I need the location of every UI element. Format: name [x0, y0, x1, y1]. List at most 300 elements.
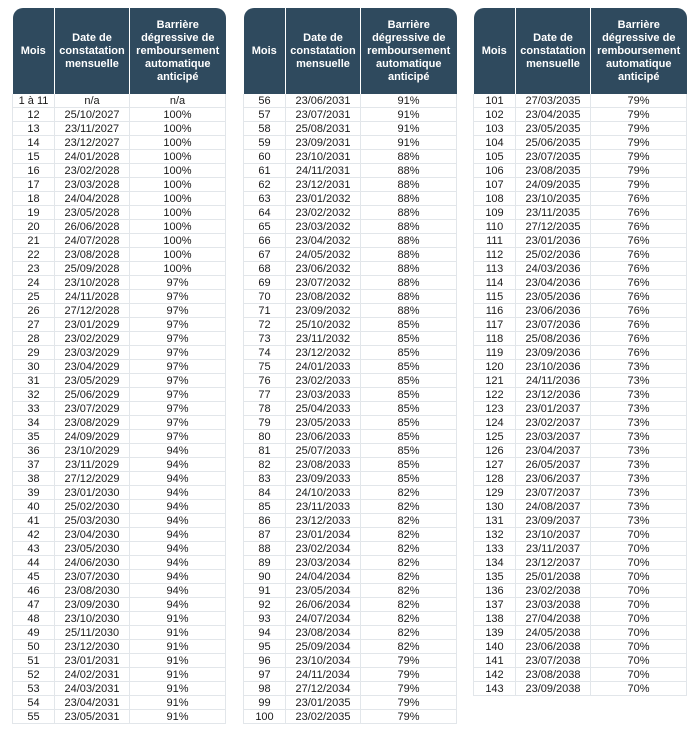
- cell-mois: 120: [474, 360, 516, 374]
- cell-mois: 138: [474, 612, 516, 626]
- cell-date: 23/03/2038: [516, 598, 591, 612]
- cell-date: 24/04/2034: [286, 570, 361, 584]
- cell-mois: 22: [13, 248, 55, 262]
- cell-date: 23/08/2033: [286, 458, 361, 472]
- cell-barriere: 100%: [130, 108, 226, 122]
- table-row: [13, 444, 226, 458]
- cell-date: 23/03/2028: [55, 178, 130, 192]
- cell-mois: 128: [474, 472, 516, 486]
- cell-barriere: 70%: [591, 612, 687, 626]
- table-row: [244, 542, 457, 556]
- cell-date: 24/11/2034: [286, 668, 361, 682]
- table-row: [244, 570, 457, 584]
- cell-date: 23/07/2036: [516, 318, 591, 332]
- table-row: [474, 598, 687, 612]
- table-row: [13, 696, 226, 710]
- cell-barriere: 85%: [361, 416, 457, 430]
- table-row: [244, 458, 457, 472]
- table-row: [474, 416, 687, 430]
- cell-mois: 20: [13, 220, 55, 234]
- table-row: [244, 206, 457, 220]
- cell-barriere: 91%: [130, 710, 226, 724]
- cell-barriere: 94%: [130, 556, 226, 570]
- cell-mois: 96: [244, 654, 286, 668]
- cell-date: 23/03/2033: [286, 388, 361, 402]
- table-row: [244, 612, 457, 626]
- cell-mois: 93: [244, 612, 286, 626]
- cell-date: 24/11/2036: [516, 374, 591, 388]
- cell-barriere: 100%: [130, 192, 226, 206]
- cell-date: 23/12/2027: [55, 136, 130, 150]
- cell-barriere: 88%: [361, 150, 457, 164]
- cell-barriere: 88%: [361, 178, 457, 192]
- cell-date: 23/07/2031: [286, 108, 361, 122]
- cell-barriere: 79%: [361, 696, 457, 710]
- cell-date: 23/01/2034: [286, 528, 361, 542]
- table-row: [13, 640, 226, 654]
- cell-mois: 106: [474, 164, 516, 178]
- cell-barriere: 100%: [130, 164, 226, 178]
- cell-mois: 85: [244, 500, 286, 514]
- cell-barriere: 79%: [591, 108, 687, 122]
- cell-barriere: 79%: [591, 178, 687, 192]
- cell-date: 25/06/2029: [55, 388, 130, 402]
- cell-barriere: 88%: [361, 248, 457, 262]
- cell-barriere: 97%: [130, 276, 226, 290]
- cell-mois: 134: [474, 556, 516, 570]
- table-row: [244, 150, 457, 164]
- cell-mois: 73: [244, 332, 286, 346]
- table-row: [244, 276, 457, 290]
- cell-date: 23/06/2032: [286, 262, 361, 276]
- cell-mois: 17: [13, 178, 55, 192]
- table-row: [13, 528, 226, 542]
- cell-barriere: 70%: [591, 668, 687, 682]
- cell-barriere: 97%: [130, 416, 226, 430]
- cell-date: 23/05/2030: [55, 542, 130, 556]
- table-row: [244, 528, 457, 542]
- cell-mois: 84: [244, 486, 286, 500]
- table-row: [474, 640, 687, 654]
- table-row: [474, 332, 687, 346]
- table-row: [13, 458, 226, 472]
- cell-barriere: 91%: [130, 626, 226, 640]
- table-row: [474, 206, 687, 220]
- header-mois: Mois: [244, 8, 286, 94]
- cell-mois: 100: [244, 710, 286, 724]
- cell-mois: 133: [474, 542, 516, 556]
- cell-barriere: 94%: [130, 444, 226, 458]
- cell-mois: 55: [13, 710, 55, 724]
- cell-barriere: 100%: [130, 206, 226, 220]
- cell-barriere: 82%: [361, 514, 457, 528]
- header-date: Date de constatation mensuelle: [516, 8, 591, 94]
- table-row: [244, 500, 457, 514]
- cell-date: 24/11/2028: [55, 290, 130, 304]
- table-row: [244, 430, 457, 444]
- cell-date: 27/12/2029: [55, 472, 130, 486]
- table-row: [13, 178, 226, 192]
- cell-barriere: 76%: [591, 248, 687, 262]
- cell-date: 23/04/2029: [55, 360, 130, 374]
- table-row: [474, 682, 687, 696]
- cell-mois: 119: [474, 346, 516, 360]
- cell-barriere: 85%: [361, 458, 457, 472]
- table-row: [13, 388, 226, 402]
- cell-date: 24/07/2034: [286, 612, 361, 626]
- cell-barriere: n/a: [130, 94, 226, 108]
- cell-mois: 99: [244, 696, 286, 710]
- cell-mois: 142: [474, 668, 516, 682]
- cell-barriere: 91%: [130, 612, 226, 626]
- cell-date: 23/03/2032: [286, 220, 361, 234]
- cell-date: 23/02/2034: [286, 542, 361, 556]
- table-row: [244, 556, 457, 570]
- cell-mois: 124: [474, 416, 516, 430]
- cell-date: 23/03/2034: [286, 556, 361, 570]
- cell-barriere: 73%: [591, 360, 687, 374]
- cell-date: 23/11/2035: [516, 206, 591, 220]
- cell-mois: 14: [13, 136, 55, 150]
- cell-date: 23/08/2032: [286, 290, 361, 304]
- table-row: [244, 710, 457, 724]
- cell-barriere: 82%: [361, 626, 457, 640]
- table-row: [474, 528, 687, 542]
- cell-barriere: 97%: [130, 374, 226, 388]
- table-row: [474, 500, 687, 514]
- cell-date: 23/02/2028: [55, 164, 130, 178]
- cell-mois: 79: [244, 416, 286, 430]
- table-row: [13, 682, 226, 696]
- cell-date: 23/08/2030: [55, 584, 130, 598]
- cell-barriere: 76%: [591, 234, 687, 248]
- cell-date: 27/04/2038: [516, 612, 591, 626]
- cell-mois: 43: [13, 542, 55, 556]
- cell-date: 25/10/2032: [286, 318, 361, 332]
- cell-barriere: 82%: [361, 500, 457, 514]
- cell-mois: 18: [13, 192, 55, 206]
- table-row: [244, 304, 457, 318]
- table-row: [13, 598, 226, 612]
- cell-date: 24/01/2028: [55, 150, 130, 164]
- cell-date: 27/12/2034: [286, 682, 361, 696]
- cell-mois: 21: [13, 234, 55, 248]
- cell-date: 23/09/2030: [55, 598, 130, 612]
- cell-date: 23/08/2034: [286, 626, 361, 640]
- cell-date: 25/03/2030: [55, 514, 130, 528]
- cell-date: 25/02/2030: [55, 500, 130, 514]
- cell-date: 23/05/2028: [55, 206, 130, 220]
- cell-mois: 51: [13, 654, 55, 668]
- cell-barriere: 79%: [591, 122, 687, 136]
- cell-mois: 97: [244, 668, 286, 682]
- cell-barriere: 88%: [361, 192, 457, 206]
- table-row: [474, 262, 687, 276]
- table-row: [13, 164, 226, 178]
- table-row: [474, 402, 687, 416]
- cell-barriere: 70%: [591, 542, 687, 556]
- cell-mois: 91: [244, 584, 286, 598]
- cell-barriere: 100%: [130, 234, 226, 248]
- table-row: [244, 108, 457, 122]
- cell-date: 23/01/2035: [286, 696, 361, 710]
- cell-date: 23/10/2036: [516, 360, 591, 374]
- cell-barriere: 100%: [130, 220, 226, 234]
- cell-date: 24/07/2028: [55, 234, 130, 248]
- cell-mois: 90: [244, 570, 286, 584]
- cell-date: 23/01/2030: [55, 486, 130, 500]
- table-row: [244, 248, 457, 262]
- cell-date: 23/03/2029: [55, 346, 130, 360]
- table-row: [13, 486, 226, 500]
- table-row: [13, 304, 226, 318]
- table-row: [13, 514, 226, 528]
- cell-barriere: 73%: [591, 416, 687, 430]
- cell-barriere: 70%: [591, 570, 687, 584]
- cell-barriere: 73%: [591, 388, 687, 402]
- table-row: [13, 570, 226, 584]
- cell-date: 23/11/2029: [55, 458, 130, 472]
- cell-mois: 33: [13, 402, 55, 416]
- cell-mois: 52: [13, 668, 55, 682]
- cell-barriere: 88%: [361, 234, 457, 248]
- cell-date: 25/07/2033: [286, 444, 361, 458]
- header-barriere: Barrière dégressive de remboursement automatique anticipé: [130, 8, 226, 94]
- cell-barriere: 97%: [130, 360, 226, 374]
- cell-barriere: 88%: [361, 290, 457, 304]
- cell-barriere: 82%: [361, 556, 457, 570]
- table-row: [13, 556, 226, 570]
- cell-date: 23/11/2027: [55, 122, 130, 136]
- cell-date: 23/10/2031: [286, 150, 361, 164]
- cell-mois: 135: [474, 570, 516, 584]
- cell-barriere: 91%: [130, 682, 226, 696]
- cell-mois: 82: [244, 458, 286, 472]
- cell-barriere: 70%: [591, 556, 687, 570]
- cell-barriere: 79%: [591, 94, 687, 108]
- cell-date: 23/05/2034: [286, 584, 361, 598]
- cell-date: 23/11/2032: [286, 332, 361, 346]
- cell-barriere: 73%: [591, 500, 687, 514]
- table-row: [244, 346, 457, 360]
- cell-date: 23/06/2037: [516, 472, 591, 486]
- cell-barriere: 82%: [361, 598, 457, 612]
- cell-mois: 71: [244, 304, 286, 318]
- table-row: [474, 248, 687, 262]
- table-row: [13, 192, 226, 206]
- table-row: [13, 416, 226, 430]
- cell-date: 23/04/2031: [55, 696, 130, 710]
- cell-date: 23/09/2031: [286, 136, 361, 150]
- cell-date: n/a: [55, 94, 130, 108]
- cell-date: 24/06/2030: [55, 556, 130, 570]
- cell-barriere: 85%: [361, 332, 457, 346]
- cell-mois: 112: [474, 248, 516, 262]
- table-row: [13, 276, 226, 290]
- cell-mois: 113: [474, 262, 516, 276]
- cell-barriere: 76%: [591, 304, 687, 318]
- cell-barriere: 100%: [130, 136, 226, 150]
- cell-barriere: 97%: [130, 318, 226, 332]
- cell-barriere: 85%: [361, 374, 457, 388]
- cell-mois: 143: [474, 682, 516, 696]
- cell-mois: 92: [244, 598, 286, 612]
- cell-barriere: 73%: [591, 430, 687, 444]
- cell-date: 23/05/2035: [516, 122, 591, 136]
- cell-mois: 30: [13, 360, 55, 374]
- cell-mois: 42: [13, 528, 55, 542]
- cell-mois: 109: [474, 206, 516, 220]
- cell-date: 24/09/2029: [55, 430, 130, 444]
- cell-date: 23/09/2037: [516, 514, 591, 528]
- cell-barriere: 97%: [130, 402, 226, 416]
- cell-barriere: 85%: [361, 472, 457, 486]
- cell-date: 23/04/2037: [516, 444, 591, 458]
- cell-barriere: 76%: [591, 206, 687, 220]
- table-row: [13, 374, 226, 388]
- table-row: [474, 220, 687, 234]
- header-barriere: Barrière dégressive de remboursement automatique anticipé: [591, 8, 687, 94]
- cell-date: 24/08/2037: [516, 500, 591, 514]
- table-row: [474, 360, 687, 374]
- cell-mois: 67: [244, 248, 286, 262]
- cell-date: 24/11/2031: [286, 164, 361, 178]
- cell-date: 27/12/2035: [516, 220, 591, 234]
- table-row: [244, 514, 457, 528]
- cell-date: 23/01/2037: [516, 402, 591, 416]
- cell-mois: 39: [13, 486, 55, 500]
- cell-barriere: 88%: [361, 276, 457, 290]
- cell-mois: 44: [13, 556, 55, 570]
- cell-date: 25/10/2027: [55, 108, 130, 122]
- cell-date: 23/06/2031: [286, 94, 361, 108]
- cell-mois: 54: [13, 696, 55, 710]
- table-row: [474, 374, 687, 388]
- table-row: [13, 262, 226, 276]
- cell-mois: 83: [244, 472, 286, 486]
- table-row: [474, 556, 687, 570]
- cell-barriere: 97%: [130, 290, 226, 304]
- cell-date: 23/09/2038: [516, 682, 591, 696]
- cell-mois: 107: [474, 178, 516, 192]
- cell-mois: 141: [474, 654, 516, 668]
- table-row: [13, 654, 226, 668]
- table-row: [474, 192, 687, 206]
- table-row: [244, 94, 457, 108]
- cell-barriere: 97%: [130, 346, 226, 360]
- cell-barriere: 94%: [130, 514, 226, 528]
- cell-mois: 65: [244, 220, 286, 234]
- cell-barriere: 70%: [591, 654, 687, 668]
- table-row: [13, 108, 226, 122]
- table-row: [244, 136, 457, 150]
- table-row: [474, 444, 687, 458]
- cell-barriere: 70%: [591, 528, 687, 542]
- table-row: [13, 332, 226, 346]
- cell-mois: 40: [13, 500, 55, 514]
- table-row: [244, 122, 457, 136]
- table-row: [474, 430, 687, 444]
- cell-mois: 123: [474, 402, 516, 416]
- cell-date: 24/09/2035: [516, 178, 591, 192]
- cell-barriere: 76%: [591, 262, 687, 276]
- cell-mois: 118: [474, 332, 516, 346]
- cell-date: 23/10/2035: [516, 192, 591, 206]
- table-row: [13, 136, 226, 150]
- header-mois: Mois: [474, 8, 516, 94]
- cell-mois: 15: [13, 150, 55, 164]
- table-row: [244, 598, 457, 612]
- cell-barriere: 97%: [130, 430, 226, 444]
- cell-barriere: 94%: [130, 598, 226, 612]
- cell-mois: 132: [474, 528, 516, 542]
- table-row: [474, 94, 687, 108]
- cell-date: 23/09/2032: [286, 304, 361, 318]
- cell-mois: 108: [474, 192, 516, 206]
- cell-mois: 35: [13, 430, 55, 444]
- cell-mois: 63: [244, 192, 286, 206]
- table-row: [13, 542, 226, 556]
- cell-mois: 46: [13, 584, 55, 598]
- cell-mois: 19: [13, 206, 55, 220]
- cell-date: 23/07/2029: [55, 402, 130, 416]
- table-row: [244, 668, 457, 682]
- table-row: [474, 612, 687, 626]
- table-row: [244, 472, 457, 486]
- cell-mois: 137: [474, 598, 516, 612]
- cell-barriere: 94%: [130, 472, 226, 486]
- cell-mois: 62: [244, 178, 286, 192]
- cell-mois: 127: [474, 458, 516, 472]
- table-row: [244, 178, 457, 192]
- table-row: [244, 262, 457, 276]
- cell-mois: 111: [474, 234, 516, 248]
- cell-mois: 76: [244, 374, 286, 388]
- cell-barriere: 94%: [130, 542, 226, 556]
- table-row: [244, 640, 457, 654]
- cell-barriere: 79%: [361, 682, 457, 696]
- cell-barriere: 76%: [591, 346, 687, 360]
- cell-barriere: 88%: [361, 262, 457, 276]
- cell-barriere: 70%: [591, 584, 687, 598]
- cell-barriere: 73%: [591, 514, 687, 528]
- cell-barriere: 94%: [130, 500, 226, 514]
- cell-date: 23/09/2036: [516, 346, 591, 360]
- cell-date: 23/01/2031: [55, 654, 130, 668]
- cell-date: 23/10/2029: [55, 444, 130, 458]
- cell-date: 27/03/2035: [516, 94, 591, 108]
- cell-date: 23/08/2038: [516, 668, 591, 682]
- cell-date: 23/02/2029: [55, 332, 130, 346]
- cell-date: 23/04/2035: [516, 108, 591, 122]
- cell-barriere: 70%: [591, 682, 687, 696]
- cell-barriere: 73%: [591, 458, 687, 472]
- cell-mois: 49: [13, 626, 55, 640]
- table-row: [244, 234, 457, 248]
- table-row: [474, 136, 687, 150]
- cell-mois: 59: [244, 136, 286, 150]
- cell-date: 24/03/2031: [55, 682, 130, 696]
- cell-mois: 104: [474, 136, 516, 150]
- cell-barriere: 76%: [591, 290, 687, 304]
- cell-mois: 34: [13, 416, 55, 430]
- table-row: [13, 626, 226, 640]
- table-row: [244, 402, 457, 416]
- table-row: [244, 192, 457, 206]
- cell-barriere: 91%: [361, 122, 457, 136]
- cell-mois: 105: [474, 150, 516, 164]
- cell-mois: 70: [244, 290, 286, 304]
